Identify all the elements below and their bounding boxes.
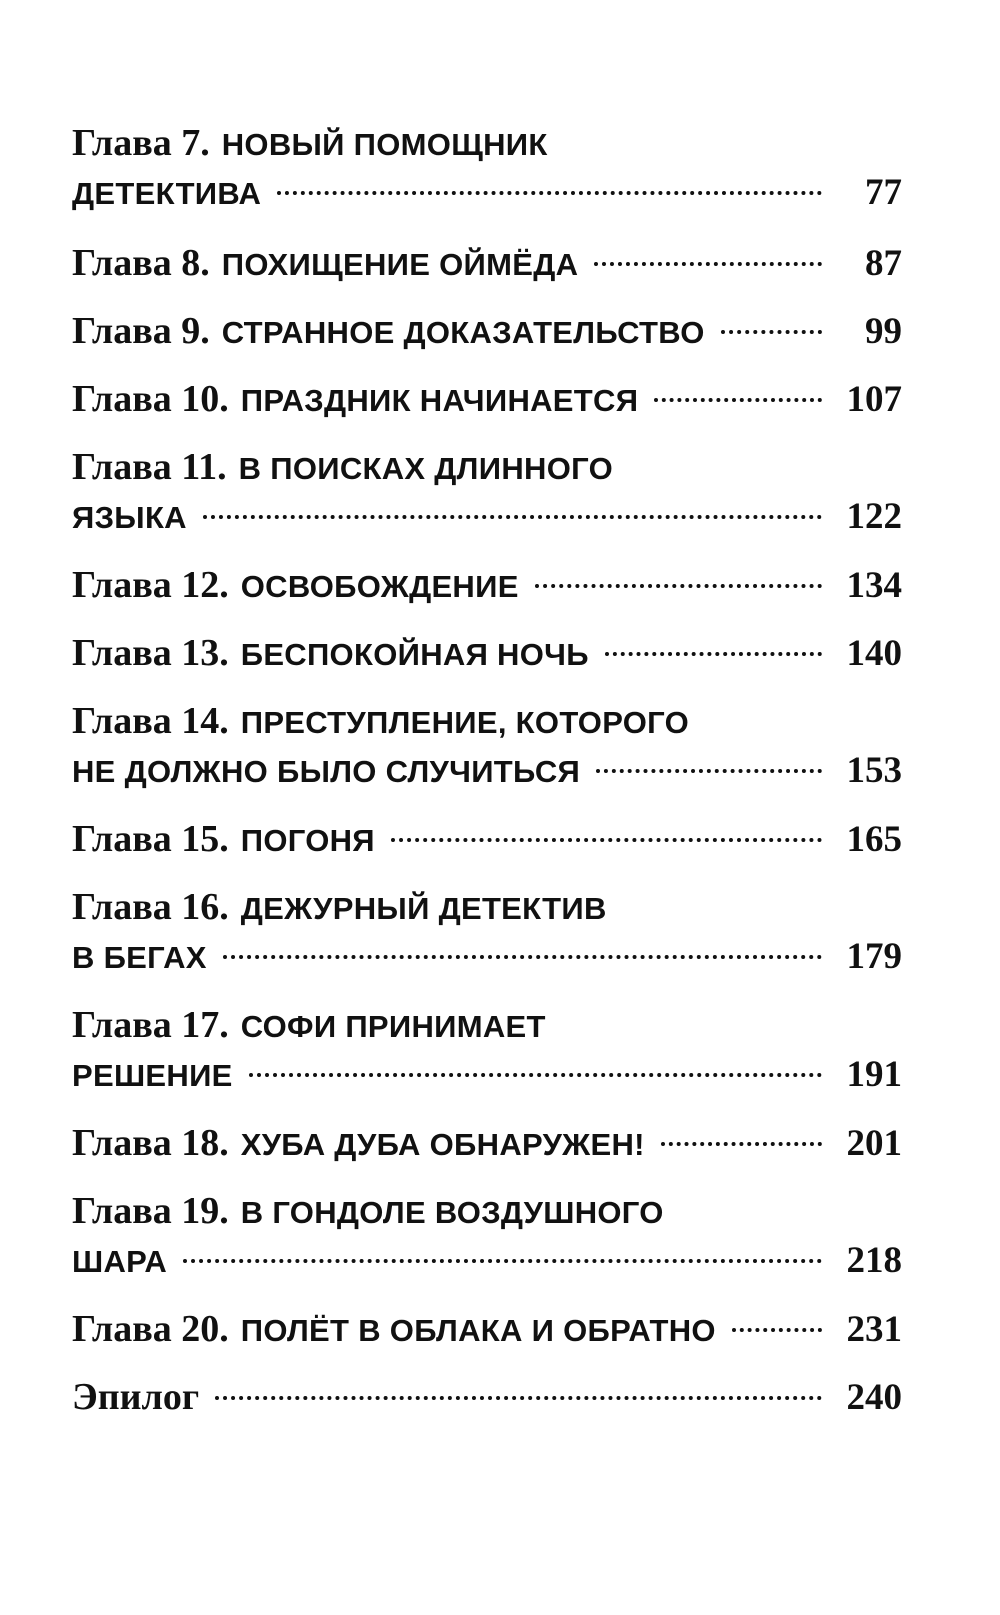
chapter-prefix: Глава 10. [72, 378, 229, 420]
page-number: 107 [846, 379, 902, 420]
dot-leader [203, 515, 822, 519]
chapter-title: ЯЗЫКА [72, 500, 187, 535]
toc-entry-chapter-17-cont [72, 1048, 902, 1102]
toc-entry-chapter-14-cont [72, 744, 902, 798]
dot-leader [661, 1142, 822, 1146]
chapter-title: НОВЫЙ ПОМОЩНИК [221, 127, 548, 162]
dot-leader [605, 652, 822, 656]
dot-leader [596, 769, 822, 773]
toc-entry-chapter-9 [72, 304, 902, 358]
page-number: 134 [846, 565, 902, 606]
page-number: 87 [865, 243, 902, 284]
page-number: 99 [865, 311, 902, 352]
chapter-title: В БЕГАХ [72, 940, 207, 975]
chapter-title: ОСВОБОЖДЕНИЕ [240, 569, 519, 604]
dot-leader [594, 262, 822, 266]
chapter-title: ПОГОНЯ [240, 823, 375, 858]
chapter-title: ПОЛЁТ В ОБЛАКА И ОБРАТНО [240, 1313, 716, 1348]
toc-entry-chapter-19-cont [72, 1234, 902, 1288]
page-number: 122 [846, 496, 902, 537]
chapter-prefix: Глава 20. [72, 1308, 229, 1350]
toc-entry-chapter-11 [72, 440, 902, 494]
chapter-title: БЕСПОКОЙНАЯ НОЧЬ [240, 637, 589, 672]
page-number: 77 [865, 172, 902, 213]
chapter-title: ХУБА ДУБА ОБНАРУЖЕН! [240, 1127, 645, 1162]
toc-entry-chapter-13 [72, 626, 902, 680]
page-number: 140 [846, 633, 902, 674]
toc-entry-chapter-8 [72, 236, 902, 290]
chapter-prefix: Глава 19. [72, 1190, 229, 1232]
chapter-title: СТРАННОЕ ДОКАЗАТЕЛЬСТВО [221, 315, 705, 350]
epilogue-title: Эпилог [72, 1376, 200, 1418]
toc-entry-chapter-12 [72, 558, 902, 612]
page-number: 191 [846, 1054, 902, 1095]
toc-entry-chapter-7-cont [72, 166, 902, 220]
toc-entry-chapter-11-cont [72, 490, 902, 544]
chapter-title: СОФИ ПРИНИМАЕТ [240, 1009, 546, 1044]
chapter-title: ПОХИЩЕНИЕ ОЙМЁДА [221, 247, 579, 282]
toc-entry-chapter-10 [72, 372, 902, 426]
dot-leader [391, 838, 822, 842]
page-number: 240 [846, 1377, 902, 1418]
chapter-title: ПРАЗДНИК НАЧИНАЕТСЯ [240, 383, 639, 418]
page-number: 165 [846, 819, 902, 860]
chapter-title: ПРЕСТУПЛЕНИЕ, КОТОРОГО [240, 705, 690, 740]
dot-leader [721, 330, 822, 334]
toc-entry-epilogue [72, 1370, 902, 1424]
chapter-prefix: Глава 13. [72, 632, 229, 674]
toc-entry-chapter-19 [72, 1184, 902, 1238]
chapter-prefix: Глава 11. [72, 446, 227, 488]
chapter-prefix: Глава 17. [72, 1004, 229, 1046]
dot-leader [277, 191, 822, 195]
dot-leader [732, 1328, 822, 1332]
dot-leader [535, 584, 822, 588]
toc-entry-chapter-20 [72, 1302, 902, 1356]
chapter-title: ШАРА [72, 1244, 168, 1279]
toc-entry-chapter-15 [72, 812, 902, 866]
toc-entry-chapter-18 [72, 1116, 902, 1170]
chapter-prefix: Глава 8. [72, 242, 210, 284]
toc-entry-chapter-16 [72, 880, 902, 934]
chapter-title: В ГОНДОЛЕ ВОЗДУШНОГО [240, 1195, 664, 1230]
dot-leader [249, 1073, 822, 1077]
dot-leader [183, 1259, 822, 1263]
toc-entry-chapter-7 [72, 116, 902, 170]
chapter-title: ДЕТЕКТИВА [72, 176, 262, 211]
chapter-prefix: Глава 16. [72, 886, 229, 928]
toc-entry-chapter-17 [72, 998, 902, 1052]
chapter-prefix: Глава 18. [72, 1122, 229, 1164]
page-number: 231 [846, 1309, 902, 1350]
chapter-title: НЕ ДОЛЖНО БЫЛО СЛУЧИТЬСЯ [72, 754, 581, 789]
chapter-prefix: Глава 15. [72, 818, 229, 860]
chapter-prefix: Глава 12. [72, 564, 229, 606]
chapter-prefix: Глава 14. [72, 700, 229, 742]
dot-leader [223, 955, 822, 959]
chapter-title: В ПОИСКАХ ДЛИННОГО [238, 451, 613, 486]
chapter-title: РЕШЕНИЕ [72, 1058, 233, 1093]
chapter-title: ДЕЖУРНЫЙ ДЕТЕКТИВ [240, 891, 607, 926]
page-number: 153 [846, 750, 902, 791]
page-number: 218 [846, 1240, 902, 1281]
page-number: 179 [846, 936, 902, 977]
dot-leader [654, 398, 822, 402]
chapter-prefix: Глава 7. [72, 122, 210, 164]
toc-entry-chapter-16-cont [72, 930, 902, 984]
toc-entry-chapter-14 [72, 694, 902, 748]
dot-leader [215, 1396, 822, 1400]
page-number: 201 [846, 1123, 902, 1164]
chapter-prefix: Глава 9. [72, 310, 210, 352]
